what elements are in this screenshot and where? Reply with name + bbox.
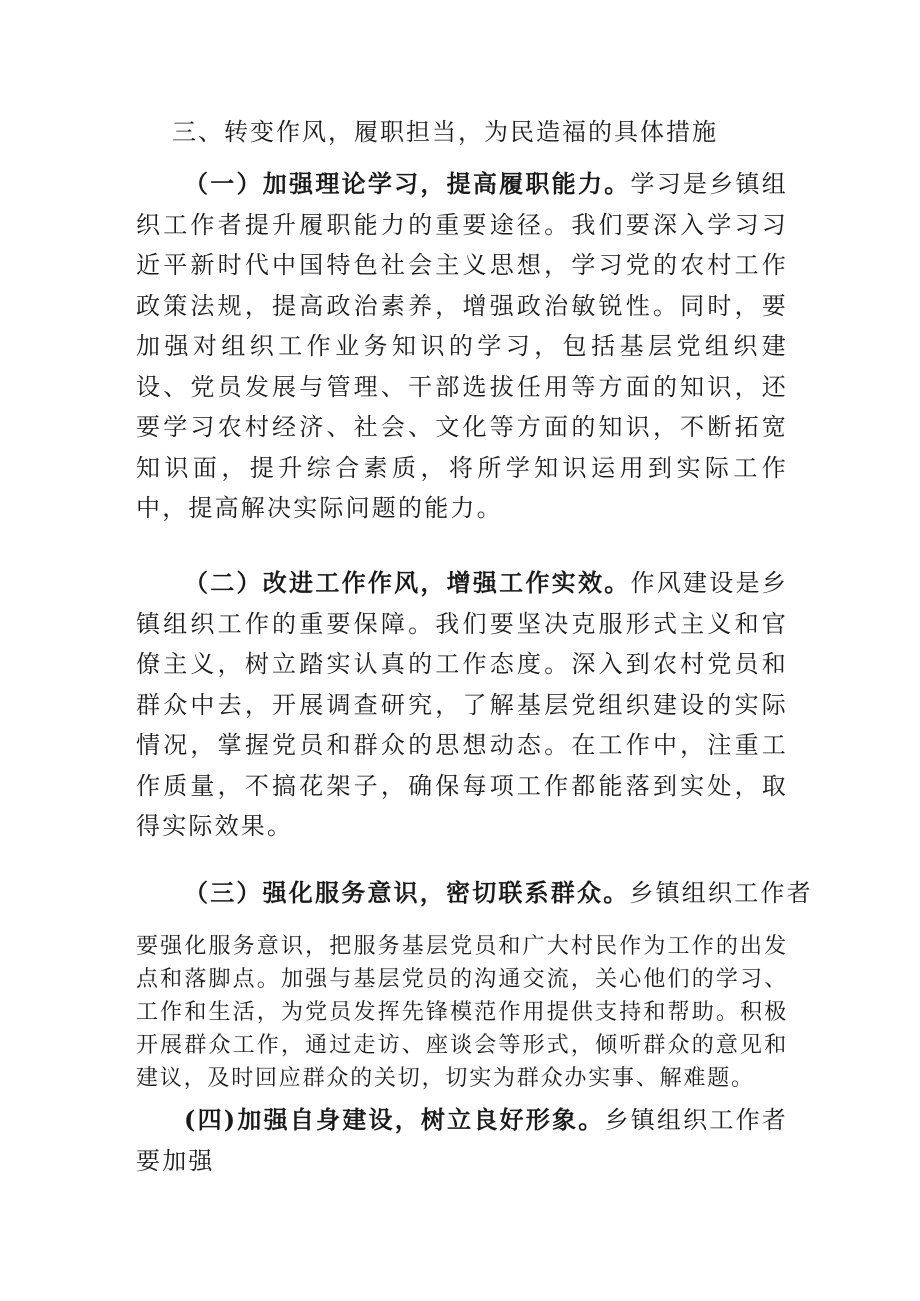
paragraph-3-first-line-text: 乡镇组织工作者 xyxy=(629,879,813,907)
paragraph-2-lead: （二）改进工作作风，增强工作实效。 xyxy=(184,568,631,597)
paragraph-4-lead: (四)加强自身建设，树立良好形象。 xyxy=(184,1105,605,1134)
paragraph-4 xyxy=(136,1100,788,1181)
paragraph-2 xyxy=(136,563,788,847)
paragraph-2-text: 作风建设是乡镇组织工作的重要保障。我们要坚决克服形式主义和官僚主义，树立踏实认真的工作态度。深入到农村党员和群众中去，开展调查研究，了解基层党组织建设的实际情况，掌握党员和群众的思想动态。在工作中，注重工作质量，不搞花架子，确保每项工作都能落到实处，取得实际效果。 xyxy=(136,569,789,840)
paragraph-3-body: 要强化服务意识，把服务基层党员和广大村民作为工作的出发点和落脚点。加强与基层党员的沟通交流，关心他们的学习、工作和生活，为党员发挥先锋模范作用提供支持和帮助。积极开展群众工作，通过走访、座谈会等形式，倾听群众的意见和建议，及时回应群众的关切，切实为群众办实事、解难题。 xyxy=(136,934,788,1091)
paragraph-3-lead: （三）强化服务意识，密切联系群众。 xyxy=(184,878,630,907)
section-heading: 三、转变作风，履职担当，为民造福的具体措施 xyxy=(172,118,718,146)
paragraph-1-lead: （一）加强理论学习，提高履职能力。 xyxy=(184,169,631,198)
paragraph-3-heading-line xyxy=(136,873,813,914)
paragraph-1-text: 学习是乡镇组织工作者提升履职能力的重要途径。我们要深入学习习近平新时代中国特色社会主义思想，学习党的农村工作政策法规，提高政治素养，增强政治敏锐性。同时，要加强对组织工作业务知识的学习，包括基层党组织建设、党员发展与管理、干部选拔任用等方面的知识，还要学习农村经济、社会、文化等方面的知识，不断拓宽知识面，提升综合素质，将所学知识运用到实际工作中，提高解决实际问题的能力。 xyxy=(136,170,789,522)
paragraph-4-text: 乡镇组织工作者要加强 xyxy=(136,1106,788,1175)
paragraph-1 xyxy=(136,164,788,529)
